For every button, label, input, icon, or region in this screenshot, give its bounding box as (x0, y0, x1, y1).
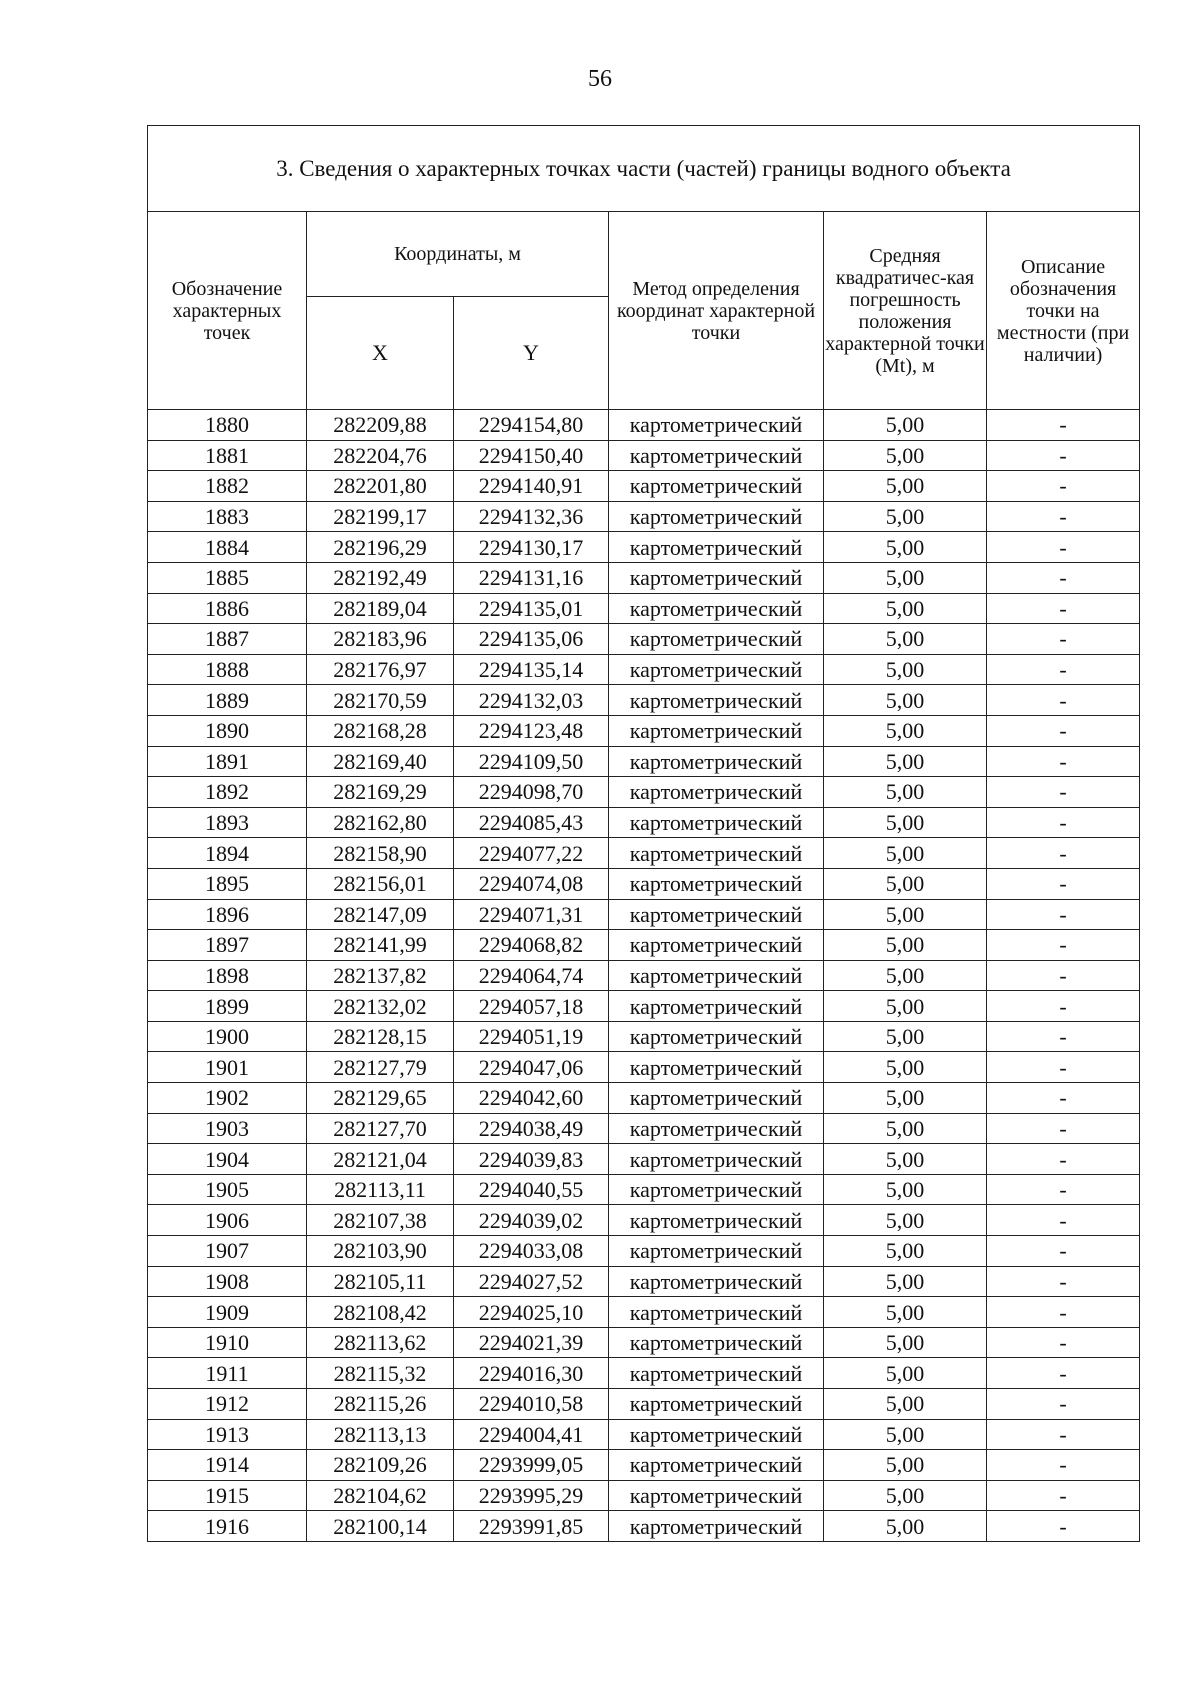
cell-x: 282132,02 (307, 991, 454, 1022)
cell-point: 1891 (148, 746, 307, 777)
cell-description: - (987, 991, 1140, 1022)
cell-y: 2294025,10 (454, 1297, 609, 1328)
cell-x: 282162,80 (307, 807, 454, 838)
cell-error: 5,00 (824, 1389, 987, 1420)
cell-method: картометрический (609, 715, 824, 746)
cell-method: картометрический (609, 868, 824, 899)
cell-point: 1913 (148, 1419, 307, 1450)
cell-point: 1882 (148, 471, 307, 502)
cell-point: 1901 (148, 1052, 307, 1083)
table-row (148, 1480, 1140, 1511)
table-row (148, 593, 1140, 624)
cell-point: 1909 (148, 1297, 307, 1328)
cell-description: - (987, 593, 1140, 624)
cell-point: 1894 (148, 838, 307, 869)
cell-y: 2294135,14 (454, 654, 609, 685)
cell-y: 2294021,39 (454, 1327, 609, 1358)
cell-description: - (987, 501, 1140, 532)
cell-x: 282113,13 (307, 1419, 454, 1450)
cell-description: - (987, 838, 1140, 869)
cell-error: 5,00 (824, 624, 987, 655)
cell-description: - (987, 1511, 1140, 1542)
cell-x: 282100,14 (307, 1511, 454, 1542)
cell-description: - (987, 1450, 1140, 1481)
cell-description: - (987, 1266, 1140, 1297)
table-row (148, 685, 1140, 716)
cell-description: - (987, 1144, 1140, 1175)
cell-x: 282121,04 (307, 1144, 454, 1175)
header-y: Y (454, 297, 609, 410)
cell-method: картометрический (609, 899, 824, 930)
table-row (148, 1052, 1140, 1083)
cell-method: картометрический (609, 1205, 824, 1236)
table-row (148, 1327, 1140, 1358)
cell-method: картометрический (609, 930, 824, 961)
cell-point: 1889 (148, 685, 307, 716)
cell-x: 282192,49 (307, 562, 454, 593)
cell-y: 2294132,03 (454, 685, 609, 716)
cell-x: 282168,28 (307, 715, 454, 746)
cell-y: 2294010,58 (454, 1389, 609, 1420)
cell-description: - (987, 807, 1140, 838)
table-row (148, 715, 1140, 746)
cell-point: 1883 (148, 501, 307, 532)
table-row (148, 1419, 1140, 1450)
cell-x: 282201,80 (307, 471, 454, 502)
cell-y: 2294051,19 (454, 1021, 609, 1052)
cell-method: картометрический (609, 777, 824, 808)
cell-method: картометрический (609, 807, 824, 838)
cell-x: 282128,15 (307, 1021, 454, 1052)
cell-x: 282196,29 (307, 532, 454, 563)
cell-x: 282137,82 (307, 960, 454, 991)
table-row (148, 1266, 1140, 1297)
cell-point: 1895 (148, 868, 307, 899)
table-row (148, 868, 1140, 899)
cell-y: 2294077,22 (454, 838, 609, 869)
table-row (148, 1358, 1140, 1389)
cell-y: 2294135,01 (454, 593, 609, 624)
cell-error: 5,00 (824, 410, 987, 441)
cell-point: 1884 (148, 532, 307, 563)
cell-y: 2294074,08 (454, 868, 609, 899)
cell-x: 282158,90 (307, 838, 454, 869)
cell-description: - (987, 1083, 1140, 1114)
cell-description: - (987, 471, 1140, 502)
cell-point: 1888 (148, 654, 307, 685)
cell-x: 282104,62 (307, 1480, 454, 1511)
cell-x: 282127,79 (307, 1052, 454, 1083)
table-row (148, 1113, 1140, 1144)
cell-method: картометрический (609, 1297, 824, 1328)
cell-error: 5,00 (824, 868, 987, 899)
cell-description: - (987, 1480, 1140, 1511)
header-point: Обозначение характерных точек (148, 212, 307, 410)
cell-point: 1898 (148, 960, 307, 991)
cell-description: - (987, 1174, 1140, 1205)
cell-point: 1903 (148, 1113, 307, 1144)
cell-error: 5,00 (824, 1327, 987, 1358)
cell-description: - (987, 562, 1140, 593)
cell-point: 1886 (148, 593, 307, 624)
cell-error: 5,00 (824, 960, 987, 991)
cell-error: 5,00 (824, 685, 987, 716)
cell-description: - (987, 685, 1140, 716)
cell-error: 5,00 (824, 562, 987, 593)
cell-y: 2294064,74 (454, 960, 609, 991)
cell-x: 282147,09 (307, 899, 454, 930)
cell-point: 1916 (148, 1511, 307, 1542)
cell-point: 1890 (148, 715, 307, 746)
cell-point: 1905 (148, 1174, 307, 1205)
cell-y: 2294154,80 (454, 410, 609, 441)
cell-description: - (987, 410, 1140, 441)
cell-method: картометрический (609, 1052, 824, 1083)
cell-method: картометрический (609, 440, 824, 471)
cell-point: 1885 (148, 562, 307, 593)
cell-method: картометрический (609, 960, 824, 991)
cell-method: картометрический (609, 1327, 824, 1358)
cell-x: 282204,76 (307, 440, 454, 471)
cell-description: - (987, 868, 1140, 899)
cell-y: 2294150,40 (454, 440, 609, 471)
cell-method: картометрический (609, 1174, 824, 1205)
cell-error: 5,00 (824, 1358, 987, 1389)
table-row (148, 1389, 1140, 1420)
cell-x: 282129,65 (307, 1083, 454, 1114)
cell-error: 5,00 (824, 715, 987, 746)
cell-x: 282170,59 (307, 685, 454, 716)
cell-y: 2294132,36 (454, 501, 609, 532)
table-row (148, 624, 1140, 655)
cell-point: 1881 (148, 440, 307, 471)
cell-method: картометрический (609, 1419, 824, 1450)
cell-point: 1896 (148, 899, 307, 930)
cell-y: 2294038,49 (454, 1113, 609, 1144)
cell-x: 282209,88 (307, 410, 454, 441)
cell-method: картометрический (609, 624, 824, 655)
table-row (148, 410, 1140, 441)
cell-y: 2294040,55 (454, 1174, 609, 1205)
cell-y: 2294098,70 (454, 777, 609, 808)
cell-description: - (987, 1205, 1140, 1236)
table-row (148, 991, 1140, 1022)
cell-error: 5,00 (824, 1511, 987, 1542)
cell-error: 5,00 (824, 1297, 987, 1328)
cell-method: картометрический (609, 746, 824, 777)
cell-x: 282127,70 (307, 1113, 454, 1144)
cell-description: - (987, 930, 1140, 961)
cell-y: 2294004,41 (454, 1419, 609, 1450)
header-error: Средняя квадратичес-кая погрешность положения характерной точки (Mt), м (824, 212, 987, 410)
cell-y: 2294135,06 (454, 624, 609, 655)
header-description: Описание обозначения точки на местности (при наличии) (987, 212, 1140, 410)
table-row (148, 1021, 1140, 1052)
cell-description: - (987, 440, 1140, 471)
table-row (148, 1083, 1140, 1114)
cell-point: 1910 (148, 1327, 307, 1358)
cell-error: 5,00 (824, 1480, 987, 1511)
cell-x: 282103,90 (307, 1236, 454, 1267)
cell-point: 1899 (148, 991, 307, 1022)
cell-error: 5,00 (824, 440, 987, 471)
table-row (148, 1236, 1140, 1267)
table-row (148, 440, 1140, 471)
cell-y: 2294042,60 (454, 1083, 609, 1114)
table-row (148, 930, 1140, 961)
cell-y: 2294027,52 (454, 1266, 609, 1297)
cell-y: 2294109,50 (454, 746, 609, 777)
cell-y: 2294039,83 (454, 1144, 609, 1175)
cell-description: - (987, 1389, 1140, 1420)
cell-x: 282107,38 (307, 1205, 454, 1236)
cell-x: 282183,96 (307, 624, 454, 655)
cell-description: - (987, 777, 1140, 808)
cell-x: 282156,01 (307, 868, 454, 899)
cell-method: картометрический (609, 1021, 824, 1052)
cell-x: 282199,17 (307, 501, 454, 532)
cell-error: 5,00 (824, 654, 987, 685)
cell-y: 2294085,43 (454, 807, 609, 838)
cell-method: картометрический (609, 1389, 824, 1420)
cell-method: картометрический (609, 501, 824, 532)
cell-x: 282109,26 (307, 1450, 454, 1481)
cell-y: 2293999,05 (454, 1450, 609, 1481)
page-number: 56 (588, 66, 612, 92)
table-row (148, 838, 1140, 869)
header-x: X (307, 297, 454, 410)
cell-y: 2294033,08 (454, 1236, 609, 1267)
cell-x: 282108,42 (307, 1297, 454, 1328)
cell-method: картометрический (609, 1083, 824, 1114)
cell-x: 282105,11 (307, 1266, 454, 1297)
boundary-points-table (147, 125, 1140, 1542)
cell-method: картометрический (609, 838, 824, 869)
cell-error: 5,00 (824, 1021, 987, 1052)
cell-y: 2294071,31 (454, 899, 609, 930)
cell-x: 282115,26 (307, 1389, 454, 1420)
cell-y: 2294016,30 (454, 1358, 609, 1389)
cell-y: 2294039,02 (454, 1205, 609, 1236)
cell-y: 2294057,18 (454, 991, 609, 1022)
cell-point: 1907 (148, 1236, 307, 1267)
cell-error: 5,00 (824, 1052, 987, 1083)
cell-point: 1892 (148, 777, 307, 808)
cell-method: картометрический (609, 1113, 824, 1144)
table-row (148, 960, 1140, 991)
cell-error: 5,00 (824, 1266, 987, 1297)
cell-point: 1900 (148, 1021, 307, 1052)
cell-description: - (987, 654, 1140, 685)
cell-point: 1904 (148, 1144, 307, 1175)
table-row (148, 1511, 1140, 1542)
cell-description: - (987, 1358, 1140, 1389)
table-row (148, 471, 1140, 502)
cell-method: картометрический (609, 532, 824, 563)
cell-point: 1897 (148, 930, 307, 961)
cell-error: 5,00 (824, 777, 987, 808)
table-row (148, 807, 1140, 838)
cell-error: 5,00 (824, 1236, 987, 1267)
cell-point: 1880 (148, 410, 307, 441)
table-row (148, 899, 1140, 930)
cell-description: - (987, 899, 1140, 930)
cell-description: - (987, 715, 1140, 746)
cell-error: 5,00 (824, 746, 987, 777)
cell-error: 5,00 (824, 930, 987, 961)
table-row (148, 1450, 1140, 1481)
table-row (148, 1297, 1140, 1328)
cell-method: картометрический (609, 1480, 824, 1511)
cell-method: картометрический (609, 1236, 824, 1267)
cell-x: 282141,99 (307, 930, 454, 961)
cell-method: картометрический (609, 685, 824, 716)
cell-y: 2294140,91 (454, 471, 609, 502)
table-row (148, 1174, 1140, 1205)
cell-error: 5,00 (824, 471, 987, 502)
cell-description: - (987, 1052, 1140, 1083)
cell-error: 5,00 (824, 501, 987, 532)
cell-error: 5,00 (824, 991, 987, 1022)
section-title: 3. Сведения о характерных точках части (частей) границы водного объекта (148, 126, 1140, 212)
table-row (148, 532, 1140, 563)
cell-point: 1911 (148, 1358, 307, 1389)
cell-error: 5,00 (824, 1174, 987, 1205)
cell-method: картометрический (609, 471, 824, 502)
cell-x: 282189,04 (307, 593, 454, 624)
cell-method: картометрический (609, 1266, 824, 1297)
cell-description: - (987, 1327, 1140, 1358)
cell-y: 2293995,29 (454, 1480, 609, 1511)
cell-point: 1893 (148, 807, 307, 838)
header-method: Метод определения координат характерной точки (609, 212, 824, 410)
cell-point: 1915 (148, 1480, 307, 1511)
cell-error: 5,00 (824, 1144, 987, 1175)
cell-y: 2294123,48 (454, 715, 609, 746)
table-row (148, 501, 1140, 532)
cell-x: 282113,11 (307, 1174, 454, 1205)
cell-error: 5,00 (824, 532, 987, 563)
table-row (148, 777, 1140, 808)
cell-method: картометрический (609, 1144, 824, 1175)
cell-description: - (987, 960, 1140, 991)
cell-method: картометрический (609, 593, 824, 624)
cell-description: - (987, 1297, 1140, 1328)
cell-description: - (987, 1236, 1140, 1267)
table-row (148, 1144, 1140, 1175)
cell-method: картометрический (609, 991, 824, 1022)
cell-x: 282169,40 (307, 746, 454, 777)
cell-description: - (987, 1113, 1140, 1144)
cell-x: 282113,62 (307, 1327, 454, 1358)
cell-x: 282169,29 (307, 777, 454, 808)
cell-y: 2293991,85 (454, 1511, 609, 1542)
cell-x: 282176,97 (307, 654, 454, 685)
cell-error: 5,00 (824, 807, 987, 838)
cell-description: - (987, 1419, 1140, 1450)
cell-method: картометрический (609, 1511, 824, 1542)
cell-point: 1906 (148, 1205, 307, 1236)
cell-y: 2294047,06 (454, 1052, 609, 1083)
cell-point: 1912 (148, 1389, 307, 1420)
table-row (148, 746, 1140, 777)
cell-method: картометрический (609, 1358, 824, 1389)
cell-description: - (987, 624, 1140, 655)
cell-error: 5,00 (824, 1083, 987, 1114)
cell-description: - (987, 532, 1140, 563)
header-coords: Координаты, м (307, 212, 609, 297)
cell-description: - (987, 746, 1140, 777)
cell-error: 5,00 (824, 1450, 987, 1481)
cell-point: 1908 (148, 1266, 307, 1297)
cell-point: 1887 (148, 624, 307, 655)
cell-x: 282115,32 (307, 1358, 454, 1389)
cell-error: 5,00 (824, 593, 987, 624)
cell-method: картометрический (609, 562, 824, 593)
cell-method: картометрический (609, 1450, 824, 1481)
cell-y: 2294130,17 (454, 532, 609, 563)
cell-point: 1902 (148, 1083, 307, 1114)
cell-description: - (987, 1021, 1140, 1052)
table-row (148, 654, 1140, 685)
cell-y: 2294068,82 (454, 930, 609, 961)
table-body (148, 410, 1140, 1542)
cell-error: 5,00 (824, 1113, 987, 1144)
cell-method: картометрический (609, 654, 824, 685)
table-row (148, 562, 1140, 593)
cell-y: 2294131,16 (454, 562, 609, 593)
cell-error: 5,00 (824, 838, 987, 869)
cell-error: 5,00 (824, 1205, 987, 1236)
cell-method: картометрический (609, 410, 824, 441)
cell-error: 5,00 (824, 899, 987, 930)
cell-error: 5,00 (824, 1419, 987, 1450)
table-row (148, 1205, 1140, 1236)
cell-point: 1914 (148, 1450, 307, 1481)
